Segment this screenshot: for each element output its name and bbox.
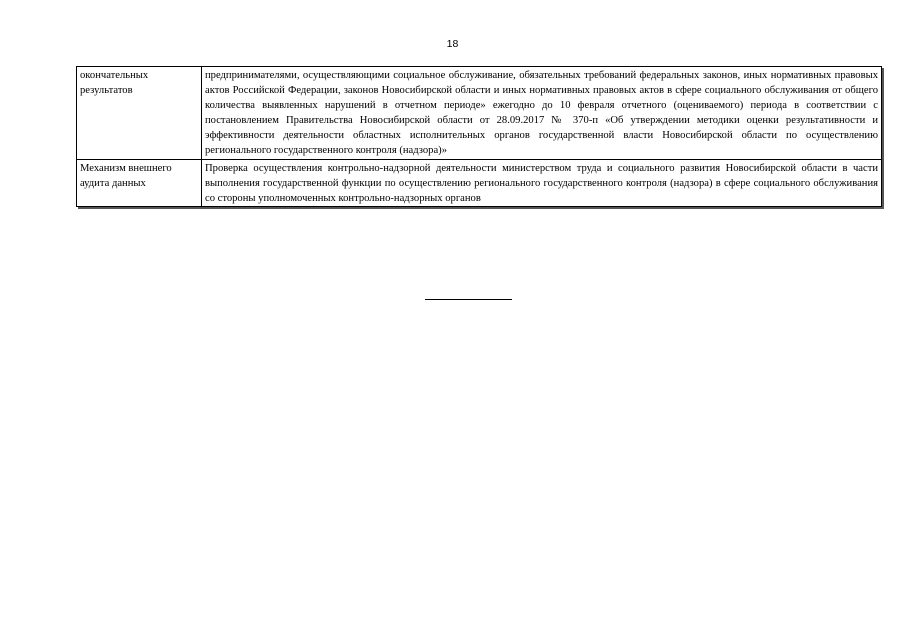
row-label: Механизм внешнего аудита данных — [77, 159, 202, 206]
document-end-divider — [425, 299, 512, 300]
page-number: 18 — [446, 38, 459, 50]
row-value: предпринимателями, осуществляющими социальное обслуживание, обязательных требований федеральных законов, иных нормативных правовых актов Российской Федерации, законов Новосибирской области и иных нормативных правовых актов в сфере социального обслуживания от общего количества выявленных нарушений в отчетном периоде» ежегодно до 10 февраля отчетного (оцениваемого) периода в соответствии с постановлением Правительства Новосибирской области от 28.09.2017 № 370-п «Об утверждении методики оценки результативности и эффективности деятельности областных исполнительных органов государственной власти Новосибирской области по осуществлению регионального государственного контроля (надзора)» — [202, 67, 882, 160]
table-row — [77, 159, 882, 206]
row-value: Проверка осуществления контрольно-надзорной деятельности министерством труда и социального развития Новосибирской области в части выполнения государственной функции по осуществлению регионального государственного контроля (надзора) в сфере социального обслуживания со стороны уполномоченных контрольно-надзорных органов — [202, 159, 882, 206]
indicator-table — [76, 66, 882, 207]
row-label: окончательных результатов — [77, 67, 202, 160]
table-row — [77, 67, 882, 160]
